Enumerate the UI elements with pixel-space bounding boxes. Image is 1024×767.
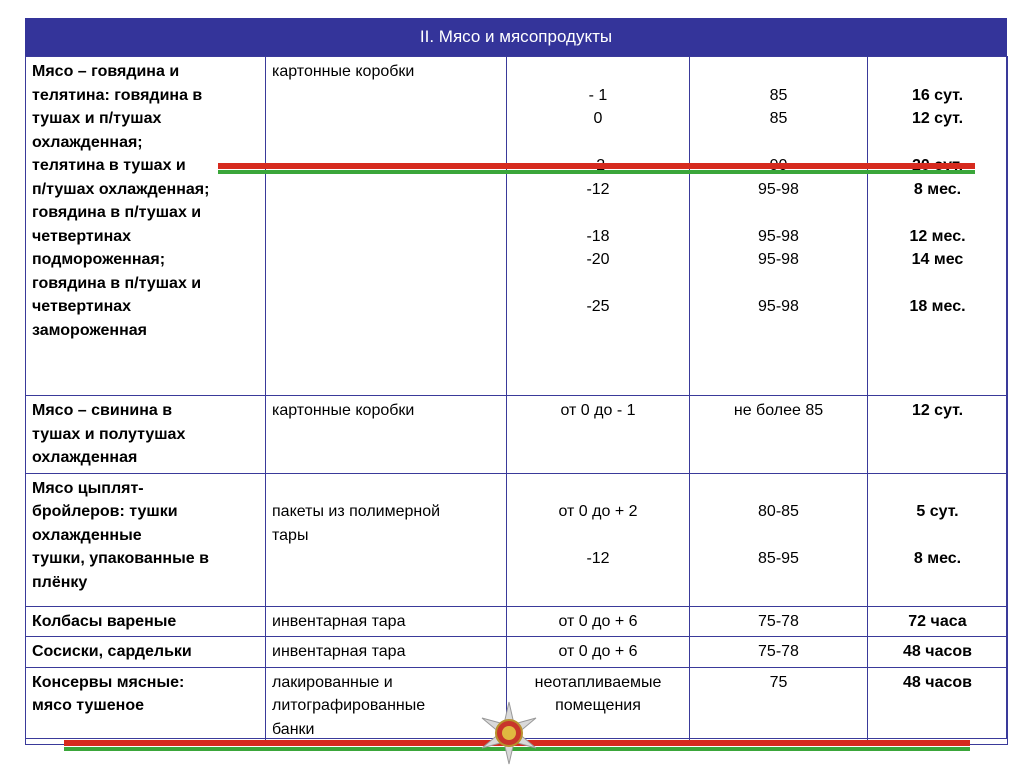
cell-line: телятина: говядина в [32,86,203,104]
term-cell [868,396,1008,474]
product-cell [26,667,266,745]
humidity-cell [690,637,868,668]
term-cell [868,637,1008,668]
cell-line [696,524,861,548]
cell-line: четвертинах [32,227,132,245]
cell-line [874,201,1001,225]
cell-line: банки [272,720,315,738]
cell-line: 72 часа [908,612,967,630]
cell-line: пакеты из полимерной [272,503,441,520]
cell-line [874,477,1001,501]
cell-line [696,201,861,225]
cell-line [874,131,1001,155]
cell-line: п/тушах охлажденная; [32,180,210,198]
cell-line: говядина в п/тушах и [32,274,202,292]
temperature-cell [507,473,690,606]
table-row [26,396,1008,474]
cell-line: 12 сут. [911,110,964,127]
humidity-cell [690,606,868,637]
cell-line: 80-85 [758,503,799,520]
cell-line [513,60,683,84]
cell-line: картонные коробки [272,63,415,80]
package-cell [266,396,507,474]
cell-line: мясо тушеное [32,697,144,714]
temperature-cell [507,606,690,637]
cell-line: -12 [586,180,610,198]
cell-line: замороженная [32,321,147,339]
cell-line: 95-98 [758,298,799,315]
cell-line: 75-78 [758,643,799,660]
cell-line: плёнку [32,573,88,591]
cell-line: тушах и п/тушах [32,110,162,127]
cell-line [696,477,861,501]
cell-line: тушах и полутушах [32,425,186,443]
table-title: II. Мясо и мясопродукты [25,18,1007,56]
cell-line: Сосиски, сардельки [32,643,192,660]
product-cell [26,606,266,637]
cell-line: 95-98 [758,180,799,198]
humidity-cell [690,667,868,745]
cell-line: Консервы мясные: [32,673,185,691]
temperature-cell [507,57,690,396]
temperature-cell [507,637,690,668]
product-cell [26,473,266,606]
cell-line: 85-95 [758,550,799,567]
cell-line: -12 [586,550,610,567]
cell-line: 75-78 [758,612,799,630]
cell-line [513,201,683,225]
cell-line: инвентарная тара [272,612,406,630]
cell-line: говядина в п/тушах и [32,204,202,221]
cell-line: -18 [586,227,610,245]
cell-line: тары [272,526,309,544]
cell-line [874,60,1001,84]
cell-line: 18 мес. [909,298,966,315]
cell-line [272,477,500,501]
temperature-cell [507,396,690,474]
cell-line: литографированные [272,697,426,714]
term-cell [868,57,1008,396]
humidity-cell [690,473,868,606]
term-cell [868,473,1008,606]
table-row [26,637,1008,668]
cell-line: бройлеров: тушки [32,503,178,520]
cell-line: инвентарная тара [272,643,406,660]
cell-line [874,524,1001,548]
cell-line: 8 мес. [913,180,962,198]
cell-line [696,60,861,84]
cell-line: 0 [593,110,603,127]
product-cell [26,637,266,668]
cell-line [513,131,683,155]
package-cell [266,637,507,668]
product-cell [26,57,266,396]
green-stripe-top [218,170,975,174]
table-row [26,57,1008,396]
cell-line: Мясо – свинина в [32,402,173,419]
cell-line: от 0 до + 2 [558,503,638,520]
cell-line: 8 мес. [913,550,962,567]
cell-line: телятина в тушах и [32,157,186,174]
humidity-cell [690,396,868,474]
cell-line: 16 сут. [911,86,964,104]
cell-line: охлажденная; [32,133,143,151]
cell-line: 48 часов [903,673,972,691]
cell-line: 14 мес [911,251,964,268]
cell-line: 85 [769,110,788,127]
table-row [26,473,1008,606]
cell-line: -25 [586,298,610,315]
cell-line [874,272,1001,296]
cell-line: 95-98 [758,227,799,245]
cell-line [513,524,683,548]
cell-line: -20 [586,251,610,268]
cell-line: неотапливаемые [534,673,662,691]
package-cell [266,667,507,745]
cell-line: от 0 до + 6 [558,643,638,660]
cell-line: подмороженная; [32,251,166,268]
cell-line: помещения [555,697,641,714]
cell-line: 48 часов [903,643,972,660]
cell-line: 5 сут. [916,503,959,520]
package-cell [266,473,507,606]
table-row [26,606,1008,637]
cell-line: лакированные и [272,673,393,691]
cell-line: от 0 до + 6 [558,612,638,630]
term-cell [868,606,1008,637]
cell-line [696,131,861,155]
term-cell [868,667,1008,745]
cell-line: тушки, упакованные в [32,550,209,567]
cell-line: - 1 [588,86,608,104]
cell-line: 85 [769,86,788,104]
cell-line: не более 85 [733,402,824,419]
emblem-icon [476,700,542,766]
cell-line: 95-98 [758,251,799,268]
cell-line: Колбасы вареные [32,612,177,630]
cell-line: от 0 до - 1 [560,402,636,419]
red-stripe-top [218,163,975,169]
cell-line: охлажденная [32,449,138,466]
humidity-cell [690,57,868,396]
cell-line [513,477,683,501]
cell-line: 75 [769,673,788,691]
cell-line: охлажденные [32,526,142,544]
cell-line [513,272,683,296]
cell-line: Мясо цыплят- [32,479,144,497]
package-cell [266,606,507,637]
product-cell [26,396,266,474]
package-cell [266,57,507,396]
cell-line: картонные коробки [272,402,415,419]
storage-table [25,56,1008,745]
cell-line [696,272,861,296]
cell-line: 12 сут. [911,402,964,419]
cell-line: Мясо – говядина и [32,63,180,80]
cell-line: четвертинах [32,298,132,315]
cell-line: 12 мес. [909,227,966,245]
